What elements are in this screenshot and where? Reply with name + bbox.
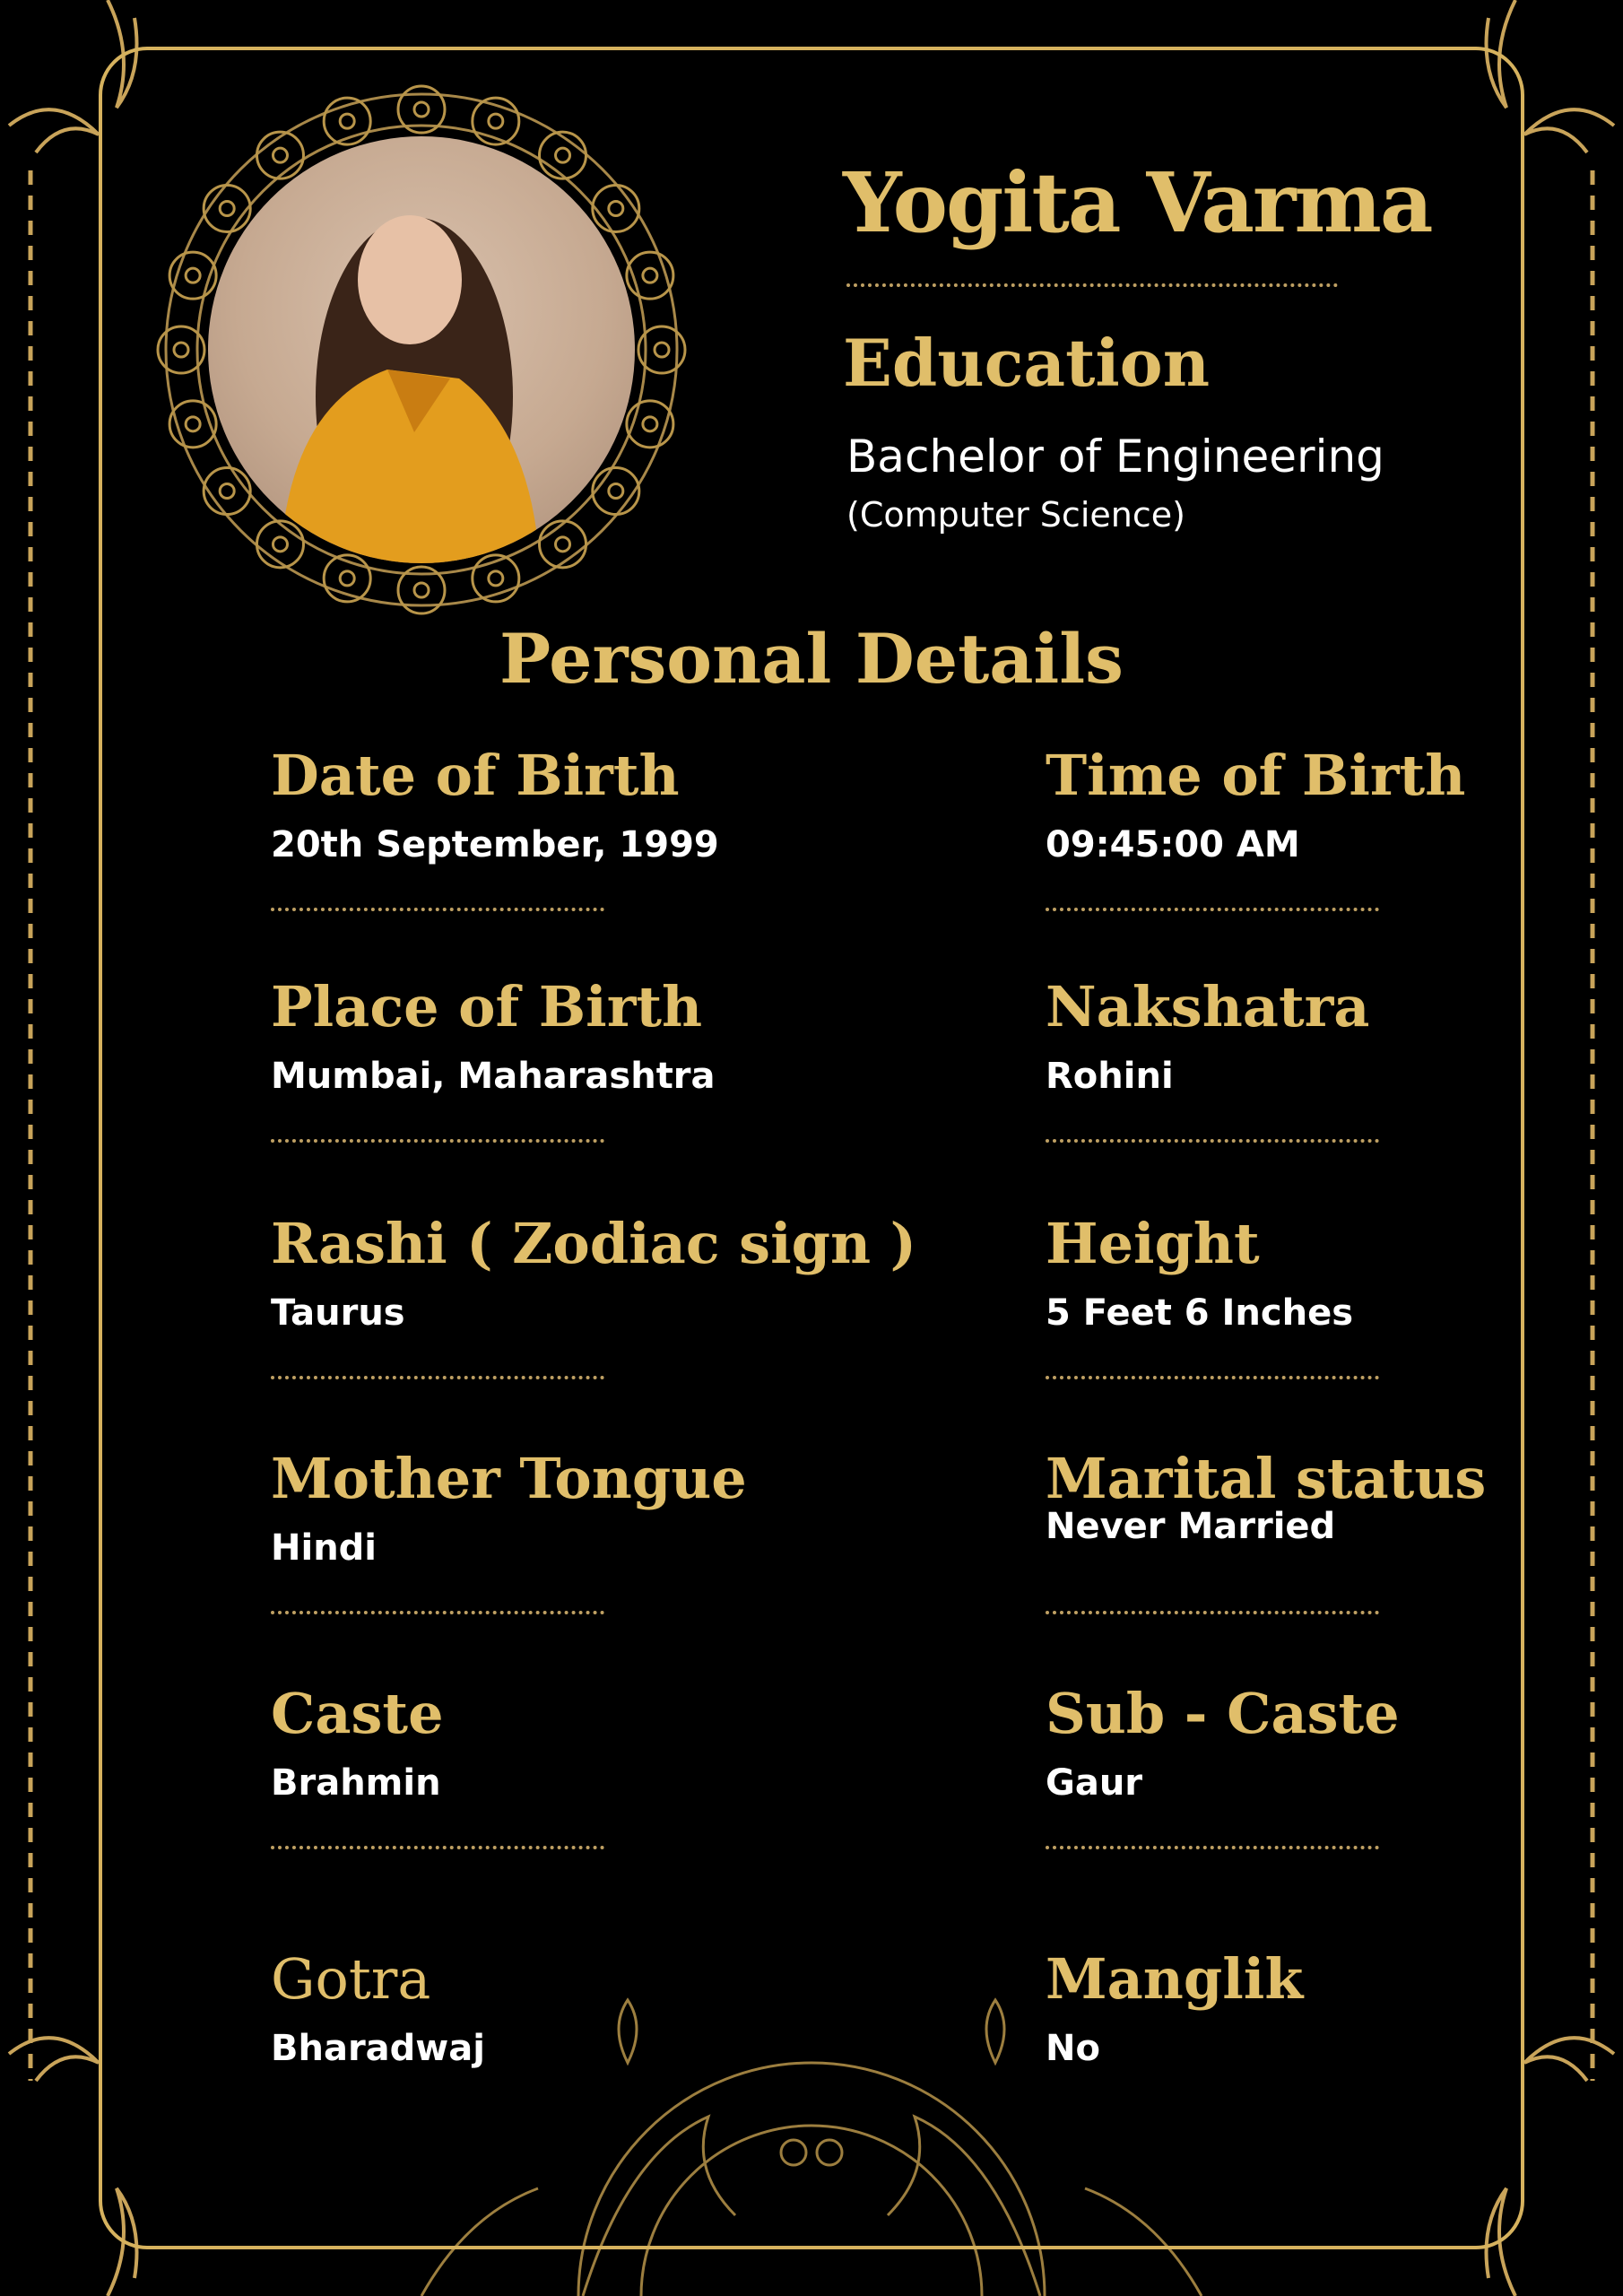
field-rashi bbox=[271, 1211, 916, 1379]
field-value: Mumbai, Maharashtra bbox=[271, 1056, 716, 1097]
field-label: Place of Birth bbox=[271, 974, 703, 1039]
field-gotra bbox=[271, 1946, 485, 2069]
name-divider bbox=[846, 283, 1338, 287]
field-value: Never Married bbox=[1046, 1506, 1336, 1547]
field-value: Gaur bbox=[1046, 1762, 1143, 1804]
field-value: Brahmin bbox=[271, 1762, 441, 1804]
field-label: Time of Birth bbox=[1046, 743, 1466, 808]
field-value: Hindi bbox=[271, 1527, 378, 1569]
field-label: Date of Birth bbox=[271, 743, 680, 808]
field-nakshatra bbox=[1046, 974, 1379, 1143]
field-time-of-birth bbox=[1046, 743, 1466, 911]
field-sub-caste bbox=[1046, 1681, 1400, 1849]
field-place-of-birth bbox=[271, 974, 716, 1143]
field-divider bbox=[1046, 1846, 1379, 1849]
field-date-of-birth bbox=[271, 743, 719, 911]
field-label: Nakshatra bbox=[1046, 974, 1370, 1039]
field-label: Manglik bbox=[1046, 1946, 1304, 2012]
education-degree: Bachelor of Engineering bbox=[846, 430, 1384, 483]
field-value: 5 Feet 6 Inches bbox=[1046, 1292, 1354, 1334]
field-label: Marital status bbox=[1046, 1446, 1487, 1511]
field-value: Taurus bbox=[271, 1292, 405, 1334]
field-label: Mother Tongue bbox=[271, 1446, 747, 1511]
field-divider bbox=[1046, 1376, 1379, 1379]
field-marital-status bbox=[1046, 1446, 1487, 1614]
field-value: 20th September, 1999 bbox=[271, 824, 719, 865]
field-label: Gotra bbox=[271, 1946, 431, 2012]
field-caste bbox=[271, 1681, 604, 1849]
field-divider bbox=[271, 1376, 604, 1379]
profile-photo-frame bbox=[143, 72, 699, 628]
field-manglik bbox=[1046, 1946, 1304, 2069]
field-value: Rohini bbox=[1046, 1056, 1174, 1097]
field-divider bbox=[1046, 1139, 1379, 1143]
education-heading: Education bbox=[843, 325, 1211, 401]
field-label: Rashi ( Zodiac sign ) bbox=[271, 1211, 916, 1276]
field-value: 09:45:00 AM bbox=[1046, 824, 1300, 865]
field-value: No bbox=[1046, 2028, 1100, 2069]
profile-photo bbox=[208, 136, 635, 563]
field-mother-tongue bbox=[271, 1446, 747, 1614]
field-divider bbox=[271, 908, 604, 911]
field-divider bbox=[271, 1139, 604, 1143]
field-divider bbox=[1046, 1611, 1379, 1614]
section-title: Personal Details bbox=[499, 619, 1124, 699]
field-divider bbox=[1046, 908, 1379, 911]
field-label: Height bbox=[1046, 1211, 1260, 1276]
field-height bbox=[1046, 1211, 1379, 1379]
education-branch: (Computer Science) bbox=[846, 495, 1185, 535]
field-label: Caste bbox=[271, 1681, 444, 1746]
field-divider bbox=[271, 1611, 604, 1614]
field-divider bbox=[271, 1846, 604, 1849]
field-label: Sub - Caste bbox=[1046, 1681, 1400, 1746]
candidate-name: Yogita Varma bbox=[843, 154, 1432, 251]
person-portrait-icon bbox=[208, 136, 635, 563]
field-value: Bharadwaj bbox=[271, 2028, 485, 2069]
